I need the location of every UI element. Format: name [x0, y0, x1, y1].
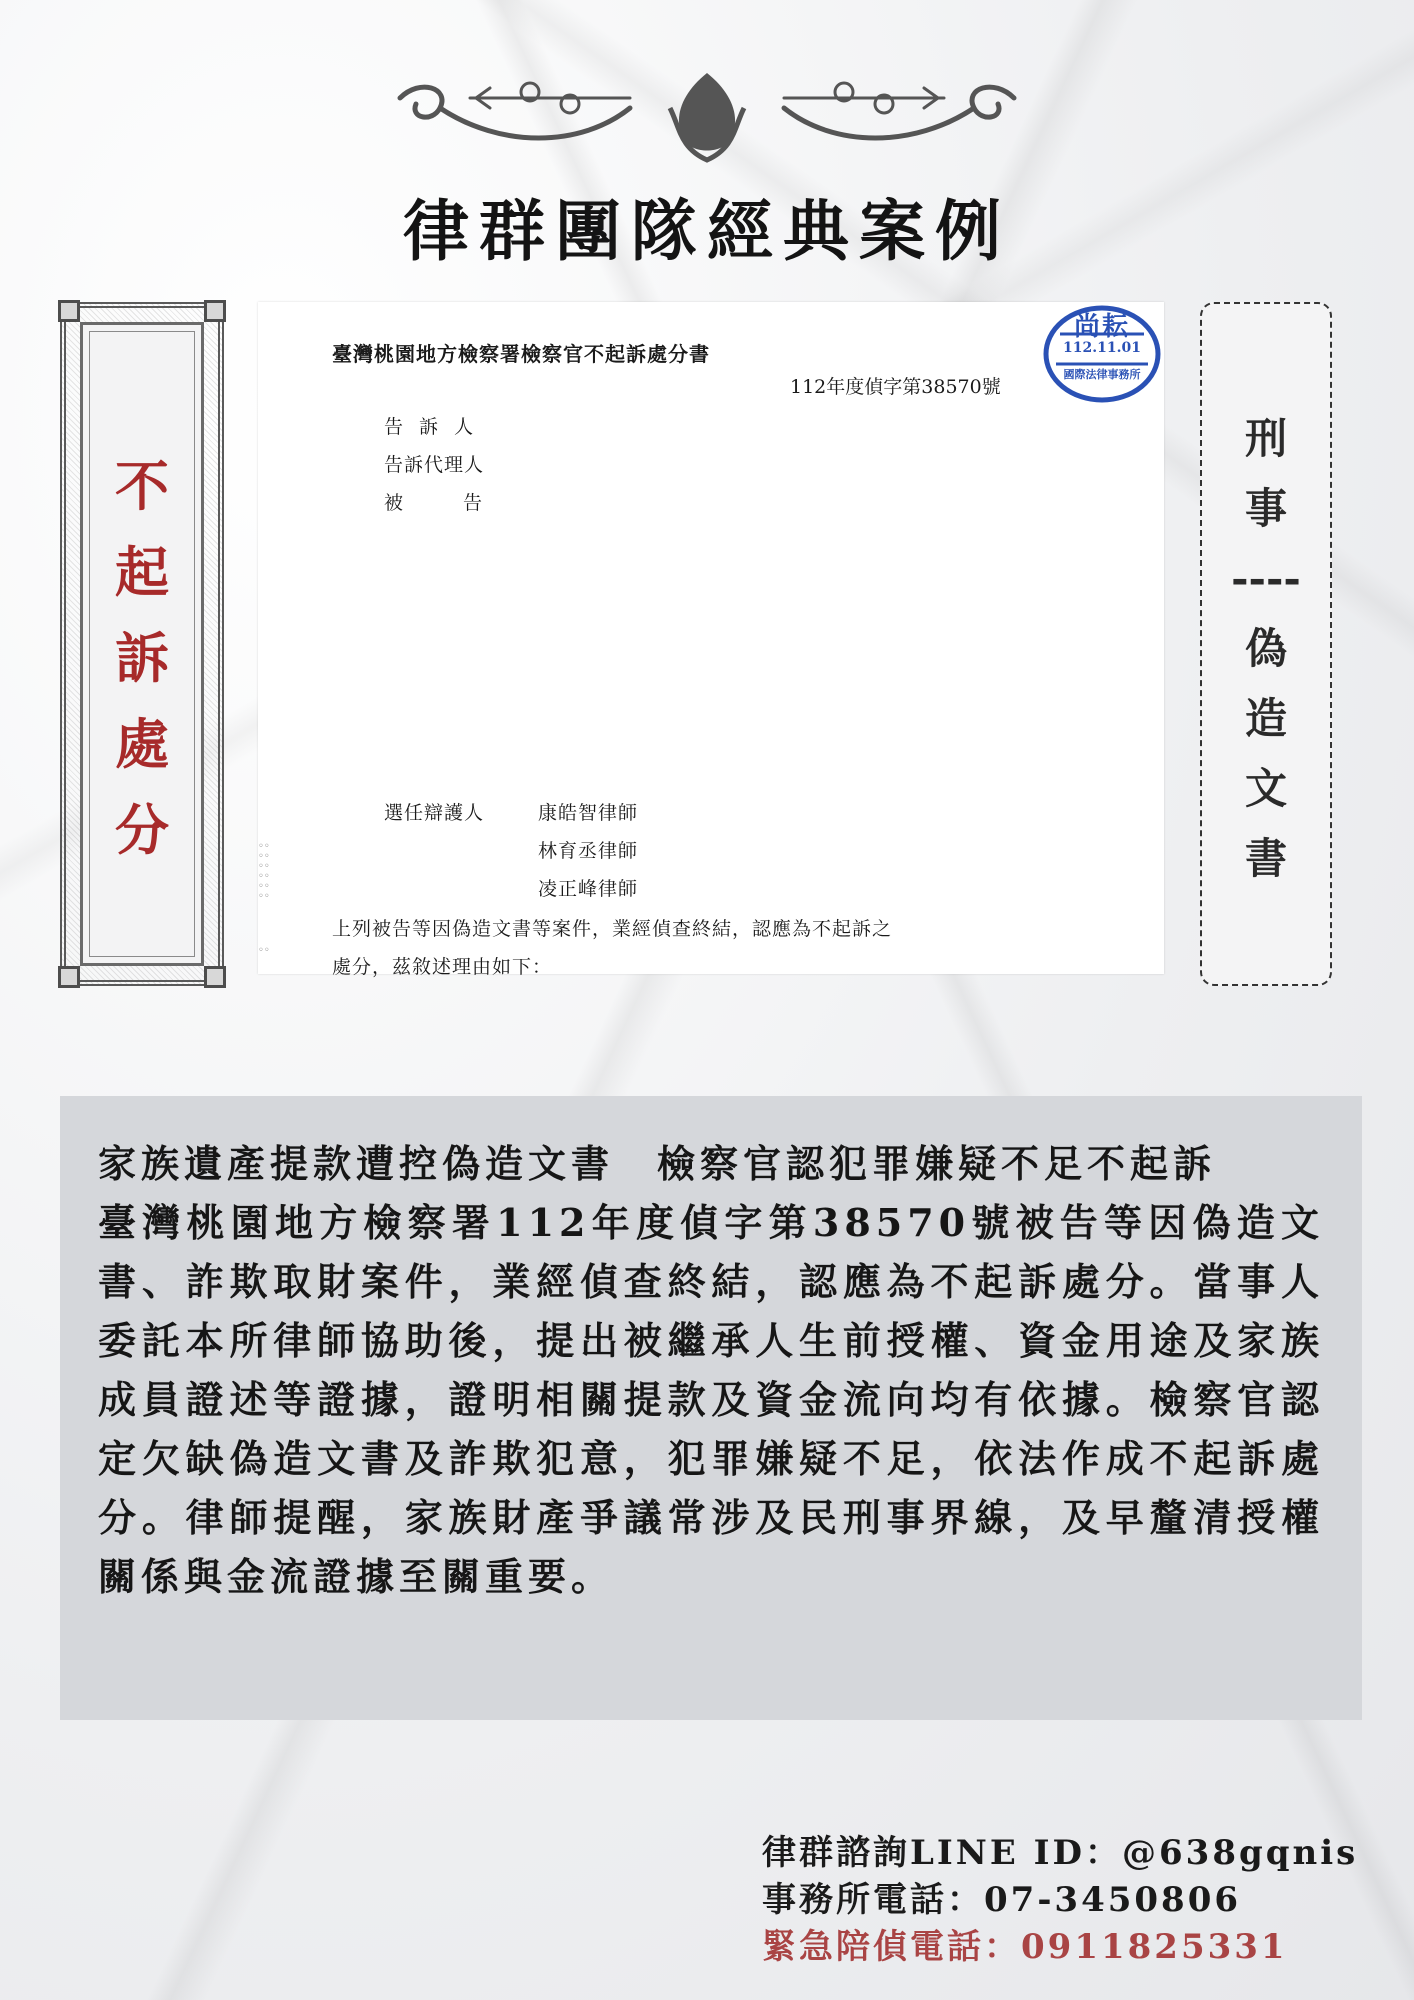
binding-holes-icon: ◦◦ — [258, 945, 270, 956]
case-summary — [60, 1096, 1362, 1720]
case-summary-body: 臺灣桃園地方檢察署112年度偵字第38570號被告等因偽造文書、詐欺取財案件，業經偵查終結，認應為不起訴處分。當事人委託本所律師協助後，提出被繼承人生前授權、資金用途及家族成員證述等證據，證明相關提款及資金流向均有依據。檢察官認定欠缺偽造文書及詐欺犯意，犯罪嫌疑不足，依法作成不起訴處分。律師提醒，家族財產爭議常涉及民刑事界線，及早釐清授權關係與金流證據至關重要。 — [98, 1200, 1324, 1599]
defense-lawyer: 康皓智律師 — [538, 802, 639, 824]
frame-corner — [204, 966, 226, 988]
left-banner-char: 不 — [115, 454, 169, 518]
defendant-label: 被告 — [384, 492, 543, 514]
page-title: 律群團隊經典案例 — [403, 192, 1011, 270]
office-phone: 事務所電話：07-3450806 — [762, 1880, 1242, 1920]
left-banner-char: 起 — [115, 540, 169, 604]
right-banner-char: 文 — [1244, 764, 1287, 813]
emergency-phone: 緊急陪偵電話：0911825331 — [762, 1927, 1288, 1967]
stamp-date: 112.11.01 — [1063, 340, 1141, 356]
left-banner — [60, 302, 224, 986]
line-id: 律群諮詢LINE ID：@638gqnis — [762, 1833, 1359, 1873]
document-title: 臺灣桃園地方檢察署檢察官不起訴處分書 — [332, 342, 710, 366]
ornament-divider — [380, 68, 1034, 168]
document-conclusion-line: 處分，茲敘述理由如下： — [332, 956, 553, 978]
receipt-stamp — [1040, 302, 1164, 406]
case-summary-headline: 家族遺產提款遭控偽造文書 檢察官認犯罪嫌疑不足不起訴 — [98, 1141, 1217, 1186]
defense-lawyer: 林育丞律師 — [538, 840, 639, 862]
left-banner-char: 訴 — [115, 626, 169, 690]
frame-corner — [58, 966, 80, 988]
right-banner — [1200, 302, 1332, 986]
left-banner-text — [83, 443, 201, 873]
left-banner-char: 分 — [115, 798, 169, 862]
complainant-label: 告訴人 — [384, 416, 490, 438]
right-banner-char: 刑 — [1244, 414, 1287, 463]
defense-label: 選任辯護人 — [384, 802, 485, 824]
right-banner-char: 事 — [1244, 484, 1287, 533]
case-summary-text — [98, 1134, 1324, 1606]
frame-corner — [58, 300, 80, 322]
contact-info — [762, 1830, 1382, 1971]
right-banner-divider: ---- — [1231, 554, 1301, 603]
frame-corner — [204, 300, 226, 322]
stamp-firm: 國際法律事務所 — [1063, 368, 1141, 381]
right-banner-text — [1202, 404, 1330, 894]
complainant-agent-label: 告訴代理人 — [384, 454, 485, 476]
binding-holes-icon: ◦◦ ◦◦ ◦◦ ◦◦ ◦◦ ◦◦ — [258, 841, 270, 902]
left-banner-inner — [80, 322, 204, 966]
defense-lawyer: 凌正峰律師 — [538, 878, 639, 900]
left-banner-char: 處 — [115, 712, 169, 776]
document-scan — [258, 302, 1164, 978]
right-banner-char: 造 — [1244, 694, 1287, 743]
document-conclusion-line: 上列被告等因偽造文書等案件，業經偵查終結，認應為不起訴之 — [332, 918, 893, 940]
right-banner-char: 書 — [1244, 834, 1287, 883]
stamp-name: 尚耘 — [1073, 312, 1130, 342]
document-case-number: 112年度偵字第38570號 — [790, 376, 1001, 398]
right-banner-char: 偽 — [1244, 624, 1287, 673]
